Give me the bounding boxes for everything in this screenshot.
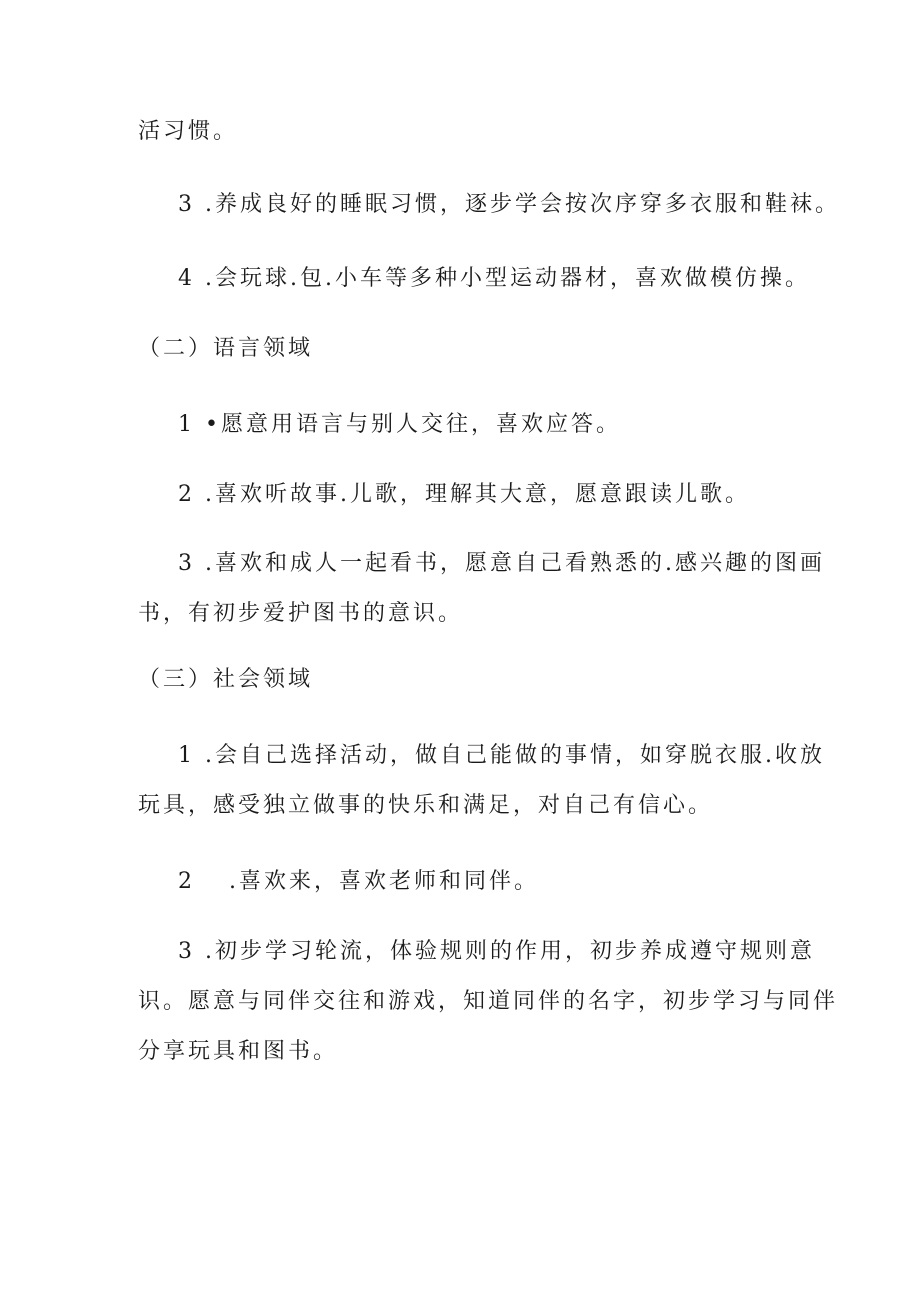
list-item-independence: 1 .会自己选择活动，做自己能做的事情，如穿脱衣服.收放 (178, 743, 825, 768)
list-item-rules-cont-1: 识。愿意与同伴交往和游戏，知道同伴的名字，初步学习与同伴 (138, 989, 839, 1014)
section-heading-social: （三）社会领域 (138, 667, 314, 692)
list-item-communication: 1 •愿意用语言与别人交往，喜欢应答。 (178, 412, 621, 437)
list-item-sports-equipment: 4 .会玩球.包.小车等多种小型运动器材，喜欢做模仿操。 (178, 266, 810, 291)
section-heading-language: （二）语言领域 (138, 336, 314, 361)
list-item-teachers (178, 867, 539, 897)
list-number: 2 (178, 869, 195, 894)
list-item-reading: 3 .喜欢和成人一起看书，愿意自己看熟悉的.感兴趣的图画 (178, 551, 825, 576)
list-item-stories: 2 .喜欢听故事.儿歌，理解其大意，愿意跟读儿歌。 (178, 482, 750, 507)
list-item-sleep-habit: 3 .养成良好的睡眠习惯，逐步学会按次序穿多衣服和鞋袜。 (178, 192, 840, 217)
list-item-independence-cont: 玩具，感受独立做事的快乐和满足，对自己有信心。 (138, 793, 714, 818)
list-item-text: .喜欢来，喜欢老师和同伴。 (229, 869, 539, 894)
list-item-rules: 3 .初步学习轮流，体验规则的作用，初步养成遵守规则意 (178, 939, 815, 964)
paragraph-line: 活习惯。 (138, 119, 239, 144)
list-item-reading-cont: 书，有初步爱护图书的意识。 (138, 601, 464, 626)
list-item-rules-cont-2: 分享玩具和图书。 (138, 1039, 339, 1064)
